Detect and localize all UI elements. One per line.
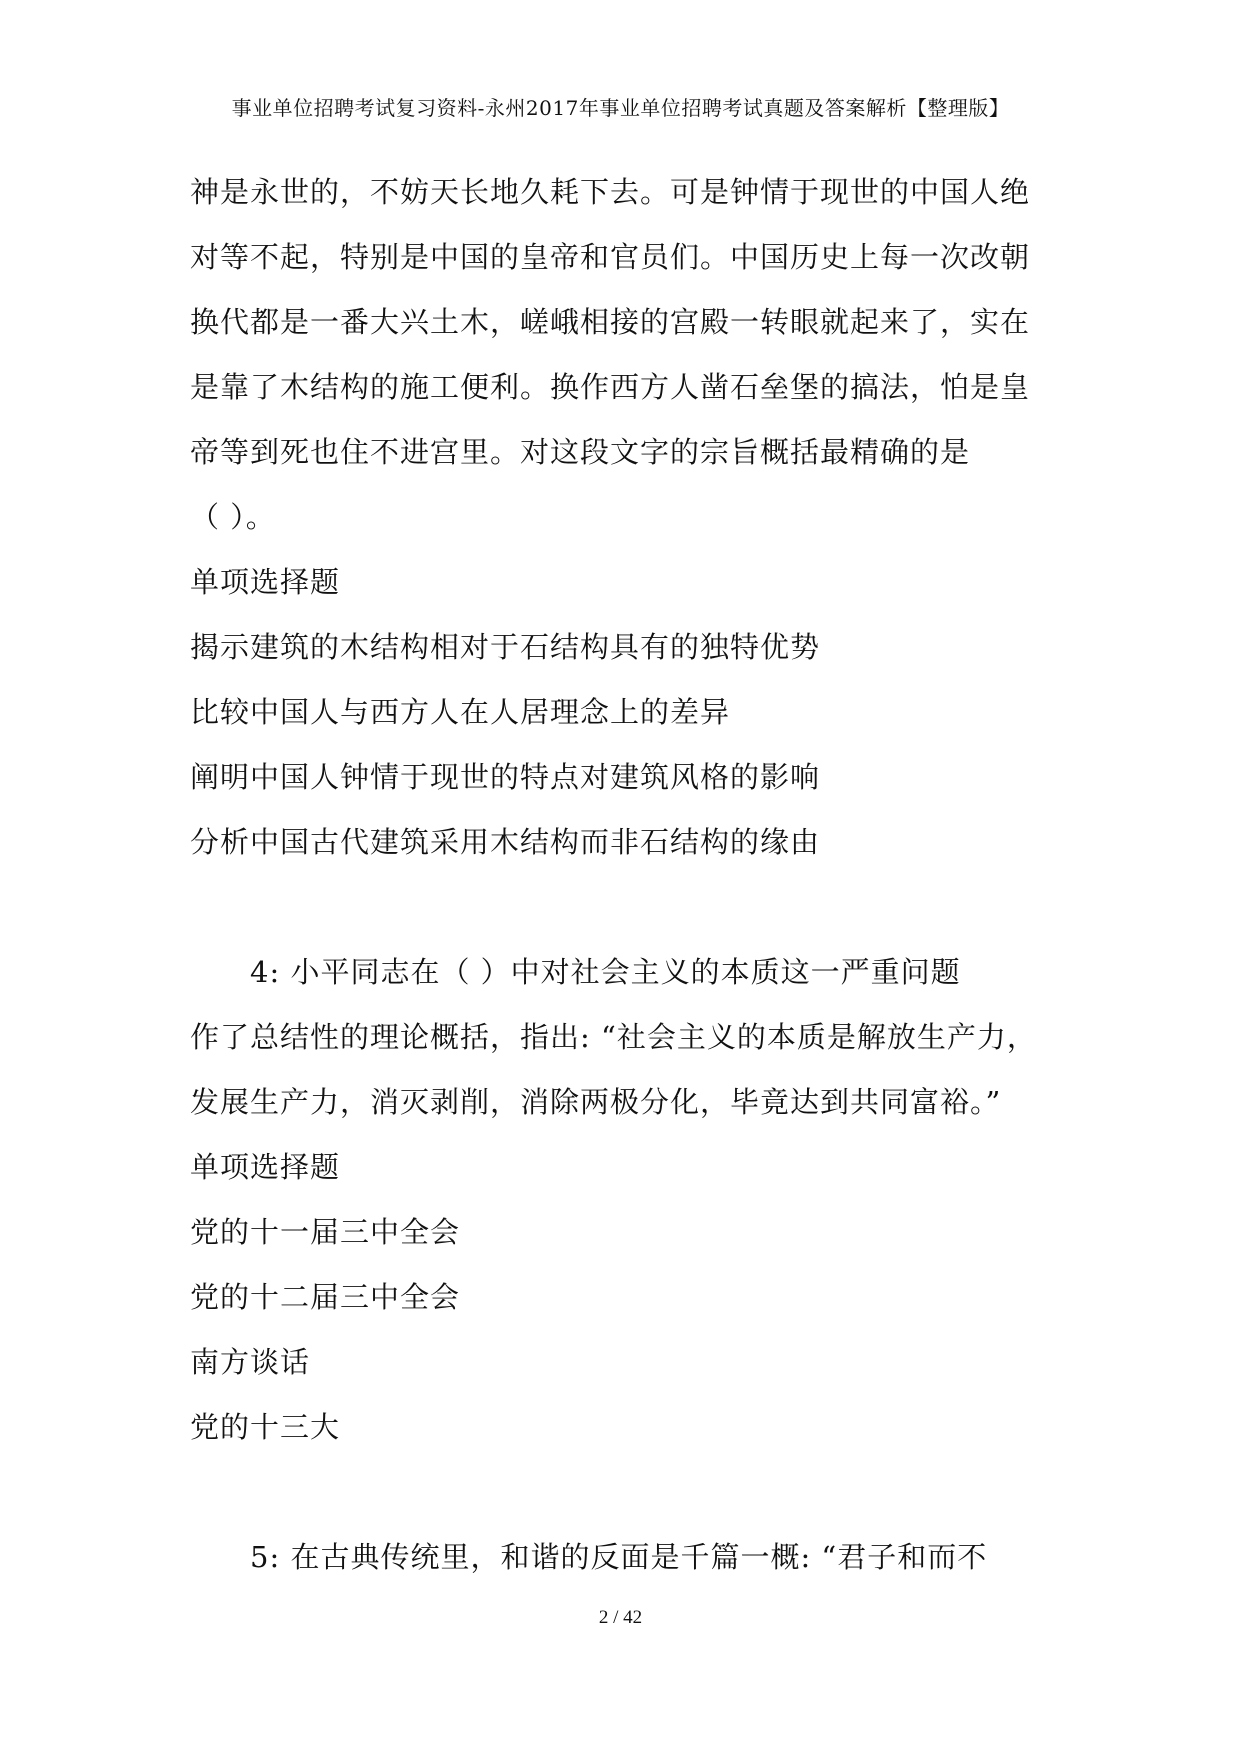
question-type-label: 单项选择题	[190, 565, 341, 599]
option-d: 分析中国古代建筑采用木结构而非石结构的缘由	[190, 825, 821, 859]
spacer	[190, 1460, 1060, 1525]
passage-line: 换代都是一番大兴土木，嵯峨相接的宫殿一转眼就起来了，实在	[190, 305, 1031, 339]
document-header: 事业单位招聘考试复习资料-永州2017年事业单位招聘考试真题及答案解析【整理版】	[231, 96, 1010, 120]
question-type-label: 单项选择题	[190, 1150, 341, 1184]
option-a: 揭示建筑的木结构相对于石结构具有的独特优势	[190, 630, 821, 664]
passage-line: 帝等到死也住不进宫里。对这段文字的宗旨概括最精确的是	[190, 435, 971, 469]
option-a: 党的十一届三中全会	[190, 1215, 461, 1249]
page-number: 2 / 42	[598, 1607, 643, 1628]
option-c: 阐明中国人钟情于现世的特点对建筑风格的影响	[190, 760, 821, 794]
document-body	[190, 160, 1060, 1590]
option-c: 南方谈话	[190, 1345, 311, 1379]
question-5	[190, 1525, 1060, 1590]
option-d: 党的十三大	[190, 1410, 341, 1444]
passage-line: 是靠了木结构的施工便利。换作西方人凿石垒堡的搞法，怕是皇	[190, 370, 1031, 404]
question-4	[190, 940, 1060, 1135]
question-4-stem: 发展生产力，消灭剥削，消除两极分化，毕竟达到共同富裕。”	[190, 1085, 1002, 1119]
passage-line: 对等不起，特别是中国的皇帝和官员们。中国历史上每一次改朝	[190, 240, 1031, 274]
passage-line: 神是永世的，不妨天长地久耗下去。可是钟情于现世的中国人绝	[190, 175, 1031, 209]
spacer	[190, 875, 1060, 940]
question-4-stem: 4: 小平同志在（ ）中对社会主义的本质这一严重问题	[250, 955, 961, 989]
passage-line: （ ）。	[190, 500, 276, 534]
option-b: 党的十二届三中全会	[190, 1280, 461, 1314]
question-5-stem: 5: 在古典传统里，和谐的反面是千篇一概: “君子和而不	[250, 1540, 988, 1574]
question-4-stem: 作了总结性的理论概括，指出: “社会主义的本质是解放生产力，	[190, 1020, 1037, 1054]
option-b: 比较中国人与西方人在人居理念上的差异	[190, 695, 731, 729]
question-3-passage	[190, 160, 1060, 550]
